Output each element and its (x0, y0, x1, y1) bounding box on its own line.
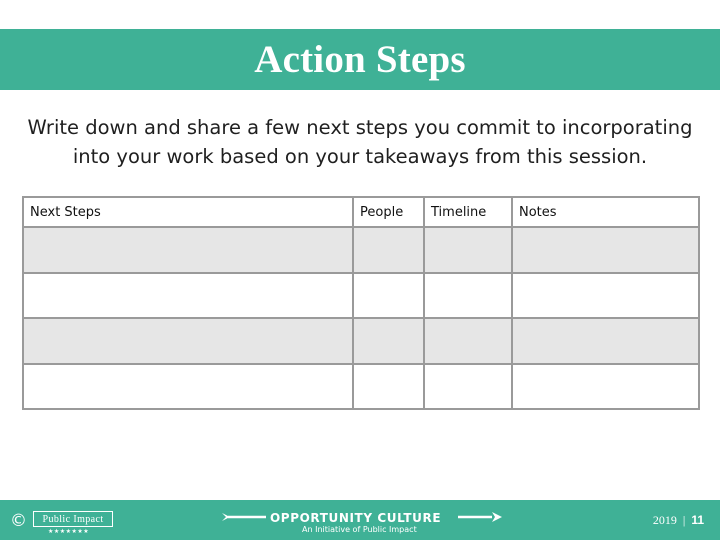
table-cell[interactable] (424, 273, 512, 319)
instructions-text: Write down and share a few next steps you commit to incorporating into your work based on your takeaways from this session. (27, 116, 693, 168)
table-cell[interactable] (353, 273, 424, 319)
footer-year: 2019 (652, 513, 677, 527)
column-header-next-steps: Next Steps (23, 197, 353, 227)
table-cell[interactable] (512, 318, 699, 364)
table-cell[interactable] (424, 364, 512, 410)
table-row (23, 364, 699, 410)
table-cell[interactable] (512, 227, 699, 273)
table-cell[interactable] (23, 227, 353, 273)
table-row (23, 318, 699, 364)
table-cell[interactable] (424, 318, 512, 364)
column-header-notes: Notes (512, 197, 699, 227)
opportunity-culture-logo (220, 508, 504, 536)
title-band (0, 29, 720, 90)
page-number: 11 (691, 513, 704, 527)
table-cell[interactable] (353, 364, 424, 410)
table-row (23, 273, 699, 319)
table-cell[interactable] (512, 364, 699, 410)
footer-bar (0, 500, 720, 540)
table-row (23, 227, 699, 273)
column-header-timeline: Timeline (424, 197, 512, 227)
copyright-icon: © (10, 511, 27, 531)
table-cell[interactable] (512, 273, 699, 319)
stars-icon: ★★★★★★★ (48, 529, 90, 535)
table-header-row (23, 197, 699, 227)
column-header-people: People (353, 197, 424, 227)
footer-separator: | (682, 513, 686, 527)
opportunity-culture-name: OPPORTUNITY CULTURE (270, 511, 442, 525)
table-cell[interactable] (23, 273, 353, 319)
action-steps-table (22, 196, 700, 410)
table-cell[interactable] (353, 227, 424, 273)
opportunity-culture-tagline: An Initiative of Public Impact (302, 525, 417, 534)
public-impact-logo: Public Impact (33, 511, 113, 527)
table-cell[interactable] (23, 364, 353, 410)
slide-title: Action Steps (254, 38, 466, 81)
table-cell[interactable] (424, 227, 512, 273)
table-cell[interactable] (353, 318, 424, 364)
page-info (653, 513, 704, 528)
table-cell[interactable] (23, 318, 353, 364)
